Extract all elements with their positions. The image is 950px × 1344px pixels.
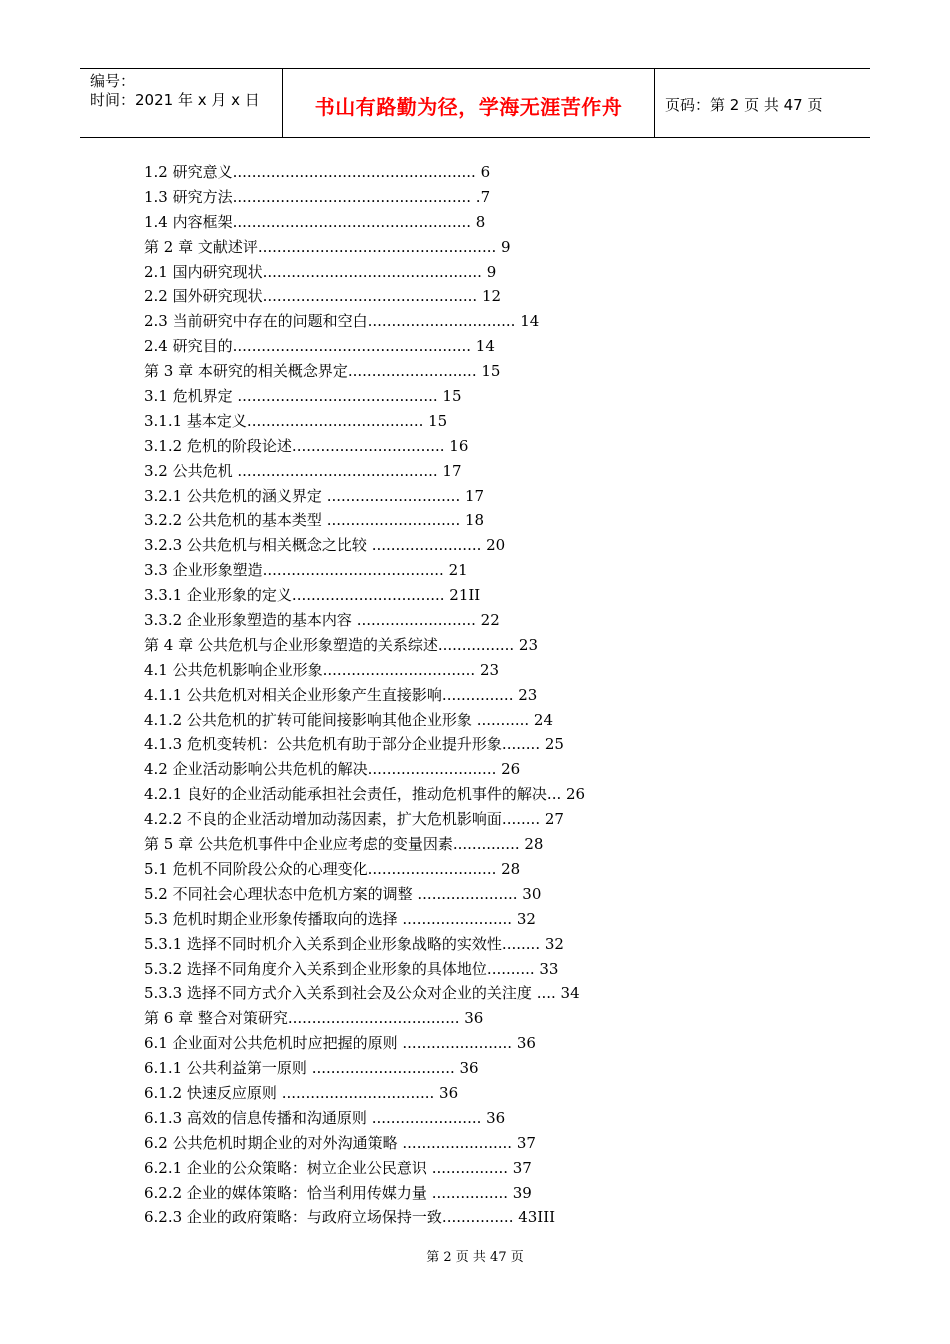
toc-entry: 6.1.3 高效的信息传播和沟通原则 ....................... 36 xyxy=(144,1108,506,1127)
header-page-info: 页码：第 2 页 共 47 页 xyxy=(665,95,823,114)
toc-entry: 3.3.1 企业形象的定义................................ 21II xyxy=(144,586,481,605)
toc-entry: 6.1 企业面对公共危机时应把握的原则 ....................... 36 xyxy=(144,1034,536,1053)
toc-entry: 6.1.1 公共利益第一原则 .............................. 36 xyxy=(144,1059,479,1078)
toc-entry: 3.1.2 危机的阶段论述................................ 16 xyxy=(144,436,469,455)
header-meta-cell xyxy=(80,69,283,137)
document-number-label: 编号： xyxy=(90,72,136,90)
toc-entry: 2.1 国内研究现状.............................................. 9 xyxy=(144,262,497,281)
page-footer xyxy=(0,1246,950,1265)
toc-entry: 4.2 企业活动影响公共危机的解决........................... 26 xyxy=(144,760,521,779)
toc-entry: 6.2.2 企业的媒体策略：恰当利用传媒力量 ................ 39 xyxy=(144,1183,532,1202)
toc-entry: 3.1 危机界定 .......................................... 15 xyxy=(144,387,462,406)
toc-entry: 4.1.3 危机变转机：公共危机有助于部分企业提升形象........ 25 xyxy=(144,735,564,754)
toc-entry: 第 4 章 公共危机与企业形象塑造的关系综述................ 23 xyxy=(144,635,538,654)
toc-entry: 3.2 公共危机 .......................................... 17 xyxy=(144,461,462,480)
header-page-cell xyxy=(655,69,870,137)
toc-entry: 第 6 章 整合对策研究.................................... 36 xyxy=(144,1009,484,1028)
toc-entry: 6.1.2 快速反应原则 ................................ 36 xyxy=(144,1083,459,1102)
toc-entry: 5.3.1 选择不同时机介入关系到企业形象战略的实效性........ 32 xyxy=(144,934,564,953)
page-header xyxy=(80,68,870,138)
toc-entry: 第 5 章 公共危机事件中企业应考虑的变量因素.............. 28 xyxy=(144,835,544,854)
footer-page-number: 第 2 页 共 47 页 xyxy=(426,1250,524,1265)
toc-entry: 6.2 公共危机时期企业的对外沟通策略 ....................... 37 xyxy=(144,1133,536,1152)
toc-entry: 1.3 研究方法.................................................. .7 xyxy=(144,187,491,206)
toc-entry: 4.2.2 不良的企业活动增加动荡因素，扩大危机影响面........ 27 xyxy=(144,810,564,829)
header-motto-cell xyxy=(283,69,655,137)
toc-entry: 2.2 国外研究现状............................................. 12 xyxy=(144,287,502,306)
toc-entry: 3.2.3 公共危机与相关概念之比较 ....................... 20 xyxy=(144,536,506,555)
toc-entry: 4.1.1 公共危机对相关企业形象产生直接影响............... 23 xyxy=(144,685,538,704)
toc-entry: 3.3 企业形象塑造...................................... 21 xyxy=(144,561,468,580)
toc-entry: 3.2.1 公共危机的涵义界定 ............................ 17 xyxy=(144,486,485,505)
toc-entry: 4.1 公共危机影响企业形象................................ 23 xyxy=(144,660,500,679)
table-of-contents xyxy=(144,160,784,1230)
toc-entry: 5.3.2 选择不同角度介入关系到企业形象的具体地位.......... 33 xyxy=(144,959,559,978)
toc-entry: 5.1 危机不同阶段公众的心理变化........................... 28 xyxy=(144,859,521,878)
toc-entry: 1.2 研究意义................................................... 6 xyxy=(144,163,491,181)
toc-entry: 5.2 不同社会心理状态中危机方案的调整 ..................... 30 xyxy=(144,884,542,903)
toc-entry: 3.1.1 基本定义..................................... 15 xyxy=(144,411,448,430)
toc-entry: 2.3 当前研究中存在的问题和空白............................... 14 xyxy=(144,312,540,331)
document-date-label: 时间：2021 年 x 月 x 日 xyxy=(90,91,260,109)
toc-entry: 第 3 章 本研究的相关概念界定........................... 15 xyxy=(144,362,501,381)
toc-entry: 3.3.2 企业形象塑造的基本内容 ......................... 22 xyxy=(144,611,500,630)
toc-entry: 5.3 危机时期企业形象传播取向的选择 ....................... 32 xyxy=(144,909,536,928)
toc-entry: 6.2.1 企业的公众策略：树立企业公民意识 ................ 37 xyxy=(144,1158,532,1177)
toc-entry: 1.4 内容框架.................................................. 8 xyxy=(144,212,486,231)
toc-entry: 第 2 章 文献述评.................................................. 9 xyxy=(144,237,511,256)
toc-entry: 2.4 研究目的.................................................. 14 xyxy=(144,337,495,356)
toc-entry: 4.2.1 良好的企业活动能承担社会责任，推动危机事件的解决... 26 xyxy=(144,785,586,804)
toc-entry: 6.2.3 企业的政府策略：与政府立场保持一致............... 43III xyxy=(144,1208,556,1227)
toc-entry: 5.3.3 选择不同方式介入关系到社会及公众对企业的关注度 .... 34 xyxy=(144,984,580,1003)
toc-entry: 4.1.2 公共危机的扩转可能间接影响其他企业形象 ........... 24 xyxy=(144,710,554,729)
toc-entry: 3.2.2 公共危机的基本类型 ............................ 18 xyxy=(144,511,485,530)
header-motto: 书山有路勤为径，学海无涯苦作舟 xyxy=(314,94,623,119)
